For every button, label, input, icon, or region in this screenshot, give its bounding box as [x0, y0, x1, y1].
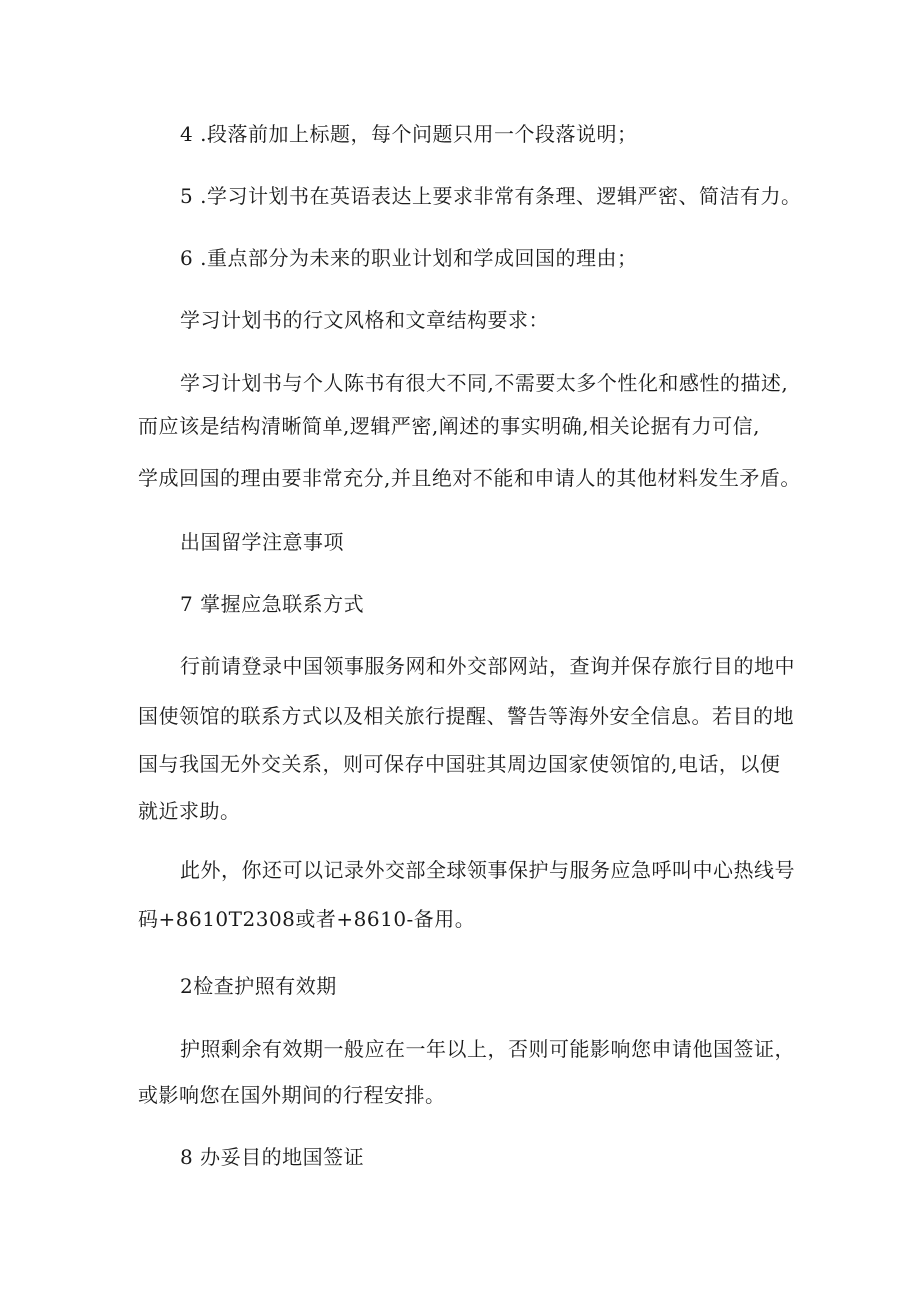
paragraph-line: 码+8610T2308或者+8610-备用。: [138, 907, 476, 931]
paragraph-line: 国使领馆的联系方式以及相关旅行提醒、警告等海外安全信息。若目的地: [138, 704, 794, 728]
list-item-5: 5 .学习计划书在英语表达上要求非常有条理、逻辑严密、简洁有力。: [180, 184, 802, 208]
list-item-4: 4 .段落前加上标题，每个问题只用一个段落说明；: [180, 122, 638, 146]
subheading-visa: 8 办妥目的地国签证: [180, 1145, 365, 1169]
paragraph-line: 或影响您在国外期间的行程安排。: [138, 1083, 446, 1107]
paragraph-line: 护照剩余有效期一般应在一年以上，否则可能影响您申请他国签证，: [180, 1037, 795, 1061]
paragraph-line: 就近求助。: [138, 799, 241, 823]
paragraph-line: 学习计划书与个人陈书有很大不同,不需要太多个性化和感性的描述,: [180, 371, 789, 395]
section-heading-style: 学习计划书的行文风格和文章结构要求：: [180, 308, 549, 332]
list-item-6: 6 .重点部分为未来的职业计划和学成回国的理由；: [180, 246, 638, 270]
paragraph-line: 学成回国的理由要非常充分,并且绝对不能和申请人的其他材料发生矛盾。: [138, 466, 801, 490]
paragraph-line: 国与我国无外交关系，则可保存中国驻其周边国家使领馆的,电话，以便: [138, 752, 781, 776]
section-heading-notes: 出国留学注意事项: [180, 530, 344, 554]
subheading-passport: 2检查护照有效期: [180, 974, 337, 998]
paragraph-line: 行前请登录中国领事服务网和外交部网站，查询并保存旅行目的地中: [180, 654, 795, 678]
paragraph-line: 而应该是结构清晰简单,逻辑严密,阐述的事实明确,相关论据有力可信,: [138, 414, 760, 438]
paragraph-line: 此外，你还可以记录外交部全球领事保护与服务应急呼叫中心热线号: [180, 858, 795, 882]
subheading-emergency-contact: 7 掌握应急联系方式: [180, 592, 365, 616]
